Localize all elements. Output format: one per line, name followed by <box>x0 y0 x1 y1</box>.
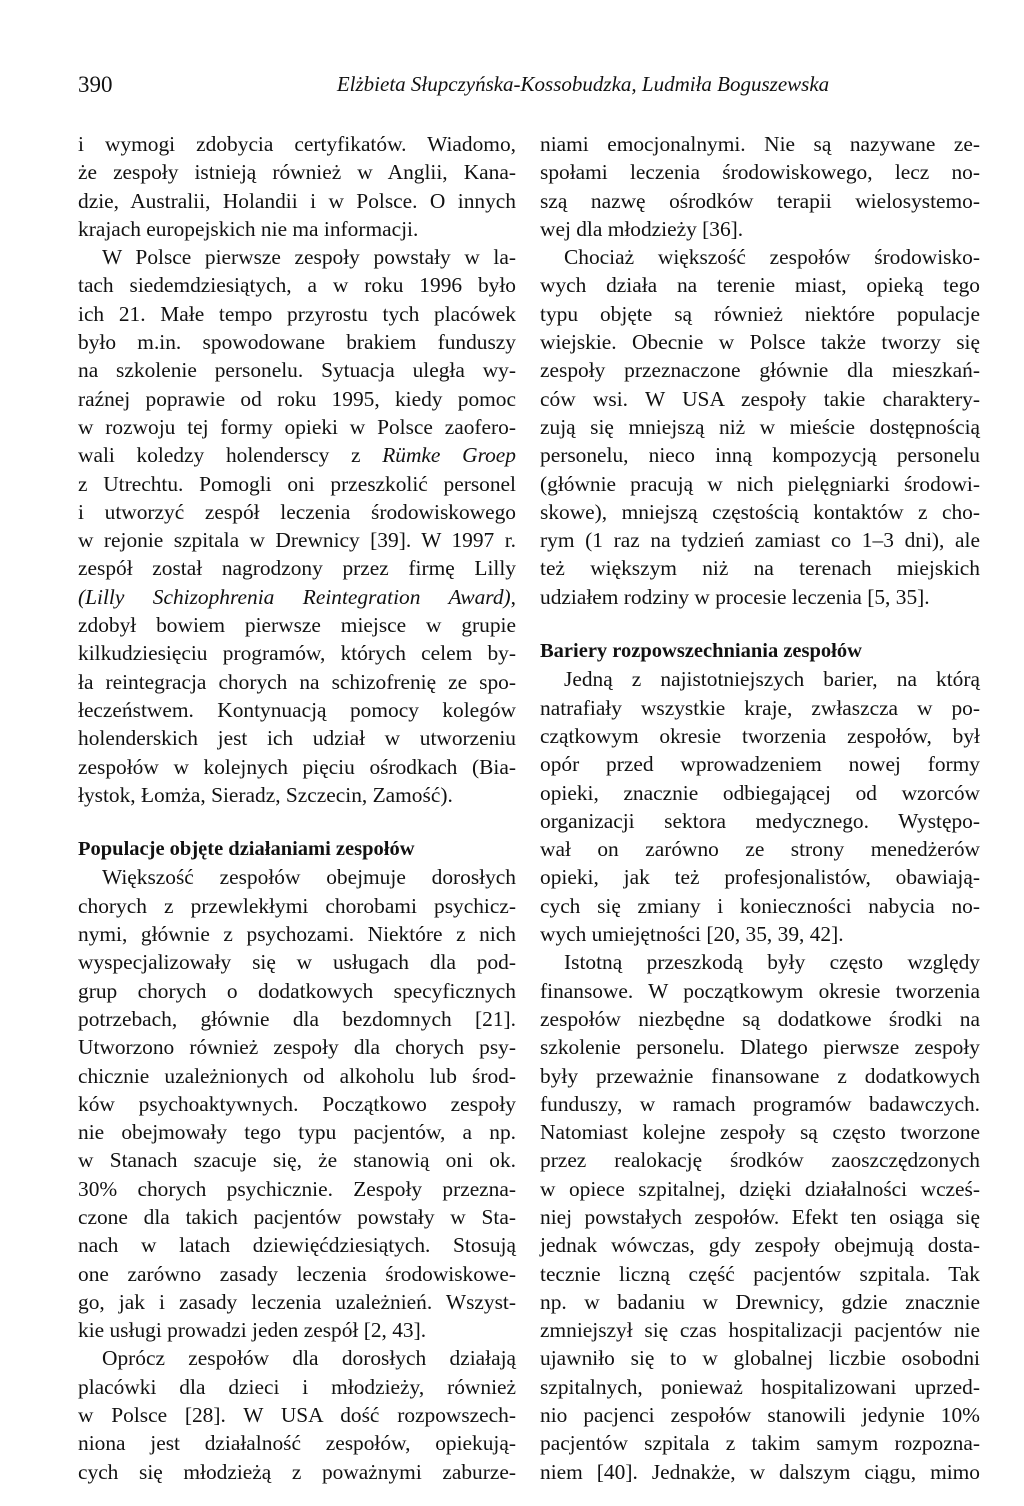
text-line: wali koledzy holenderscy z Rümke Groep <box>78 443 516 468</box>
text-line: w Stanach szacuje się, że stanowią oni ok. <box>78 1148 516 1173</box>
text-line: w rejonie szpitala w Drewnicy [39]. W 1997 r. <box>78 528 516 553</box>
paragraph <box>78 863 516 1344</box>
text-line: niem [40]. Jednakże, w dalszym ciągu, mimo <box>540 1459 980 1484</box>
text-line: szkolenie personelu. Dlatego pierwsze zespoły <box>540 1035 980 1060</box>
text-line: nie obejmowały tego typu pacjentów, a np. <box>78 1120 516 1145</box>
text-line: ich 21. Małe tempo przyrostu tych placówek <box>78 301 516 326</box>
paragraph <box>540 243 980 611</box>
text-line: Większość zespołów obejmuje dorosłych <box>102 865 516 890</box>
text-line: Istotną przeszkodą były często względy <box>564 950 980 975</box>
text-line: i wymogi zdobycia certyfikatów. Wiadomo, <box>78 132 516 156</box>
text-line: chorych z przewlekłymi chorobami psychicz- <box>78 893 516 918</box>
text-line: że zespoły istnieją również w Anglii, Kana- <box>78 160 516 185</box>
text-line: krajach europejskich nie ma informacji. <box>78 216 419 241</box>
text-line: zespołów niezbędne są dodatkowe środki na <box>540 1006 980 1031</box>
paragraph <box>78 1344 516 1485</box>
text-line: też większym niż na terenach miejskich <box>540 556 980 581</box>
text-line: rym (1 raz na tydzień zamiast co 1–3 dni), ale <box>540 528 980 553</box>
text-line: było m.in. spowodowane brakiem funduszy <box>78 330 516 355</box>
text-line: nach w latach dziewięćdziesiątych. Stosują <box>78 1233 516 1258</box>
text-line: szą nazwę ośrodków terapii wielosystemo- <box>540 188 980 213</box>
text-line: dzie, Australii, Holandii i w Polsce. O innych <box>78 188 516 213</box>
text-line: go, jak i zasady leczenia uzależnień. Wszyst- <box>78 1289 516 1314</box>
text-line: w opiece szpitalnej, dzięki działalności wcześ- <box>540 1176 980 1201</box>
text-line: placówki dla dzieci i młodzieży, również <box>78 1374 516 1399</box>
text-line: cych się młodzieżą z poważnymi zaburze- <box>78 1459 516 1484</box>
text-line: ła reintegracja chorych na schizofrenię ze spo- <box>78 669 516 694</box>
text-line: opieki, jak też profesjonalistów, obawiają- <box>540 865 980 890</box>
text-line: W Polsce pierwsze zespoły powstały w la- <box>102 245 516 270</box>
text-line: raźnej poprawie od roku 1995, kiedy pomoc <box>78 386 516 411</box>
text-line: potrzebach, głównie dla bezdomnych [21]. <box>78 1006 516 1031</box>
text-line: w Polsce [28]. W USA dość rozpowszech- <box>78 1403 516 1428</box>
text-line: opieki, znacznie odbiegającej od wzorców <box>540 780 980 805</box>
paragraph <box>540 665 980 948</box>
text-line: były przeważnie finansowane z dodatkowych <box>540 1063 980 1088</box>
text-line: ców wsi. W USA zespoły takie charaktery- <box>540 386 980 411</box>
text-line: Oprócz zespołów dla dorosłych działają <box>102 1346 516 1371</box>
text-line: tecznie liczną część pacjentów szpitala. Tak <box>540 1261 980 1286</box>
text-line: na szkolenie personelu. Sytuacja uległa wy- <box>78 358 516 383</box>
text-line: zespołów w kolejnych pięciu ośrodkach (Bia- <box>78 754 516 779</box>
text-line: przez realokację środków zaoszczędzonych <box>540 1148 980 1173</box>
text-line: wych umiejętności [20, 35, 39, 42]. <box>540 922 844 947</box>
text-line: skowe), mniejszą częstością kontaktów z cho- <box>540 499 980 524</box>
text-line: wych działa na terenie miast, opieką tego <box>540 273 980 298</box>
text-line: niona jest działalność zespołów, opiekują- <box>78 1431 516 1456</box>
text-line: zespoły przeznaczone głównie dla mieszkań- <box>540 358 980 383</box>
text-line: cych się zmiany i konieczności nabycia no- <box>540 893 980 918</box>
text-line: udziałem rodziny w procesie leczenia [5, 35]. <box>540 584 930 609</box>
paragraph <box>540 130 980 243</box>
text-line: np. w badaniu w Drewnicy, gdzie znacznie <box>540 1289 980 1314</box>
text-line: one zarówno zasady leczenia środowiskowe- <box>78 1261 516 1286</box>
text-line: zdobył bowiem pierwsze miejsce w grupie <box>78 613 516 638</box>
text-line: Jedną z najistotniejszych barier, na którą <box>564 667 980 692</box>
text-line: społami leczenia środowiskowego, lecz no- <box>540 160 980 185</box>
text-line: ujawniło się to w globalnej liczbie osobodni <box>540 1346 980 1371</box>
text-line: łystok, Łomża, Sieradz, Szczecin, Zamość). <box>78 782 453 807</box>
paragraph <box>78 611 516 809</box>
text-line: Chociaż większość zespołów środowisko- <box>564 245 980 270</box>
text-line: i utworzyć zespół leczenia środowiskowego <box>78 499 516 524</box>
text-line: nio pacjenci zespołów stanowili jedynie 10% <box>540 1403 980 1428</box>
text-line: w rozwoju tej formy opieki w Polsce zaofero- <box>78 414 516 439</box>
text-line: szpitalnych, ponieważ hospitalizowani uprzed- <box>540 1374 980 1399</box>
text-line: opór przed wprowadzeniem nowej formy <box>540 752 980 777</box>
page-header <box>78 72 978 112</box>
text-line: natrafiały wszystkie kraje, zwłaszcza w po- <box>540 695 980 720</box>
text-line: wej dla młodzieży [36]. <box>540 216 744 241</box>
text-line: czątkowym okresie tworzenia zespołów, był <box>540 723 980 748</box>
paragraph <box>78 470 516 583</box>
text-line: ków psychoaktywnych. Początkowo zespoły <box>78 1091 516 1116</box>
text-line: typu objęte są również niektóre populacje <box>540 301 980 326</box>
right-column <box>540 130 980 1486</box>
paragraph <box>540 948 980 1486</box>
section-heading-barriers: Bariery rozpowszechniania zespołów <box>540 640 862 663</box>
text-line: 30% chorych psychicznie. Zespoły przezna- <box>78 1176 516 1201</box>
text-line: niej powstałych zespołów. Efekt ten osiąga się <box>540 1204 980 1229</box>
text-line: (Lilly Schizophrenia Reintegration Award), <box>78 584 516 609</box>
text-line: niami emocjonalnymi. Nie są nazywane ze- <box>540 132 980 156</box>
text-line: (głównie pracują w nich pielęgniarki środowi- <box>540 471 980 496</box>
text-line: holenderskich jest ich udział w utworzeniu <box>78 726 516 751</box>
text-line: czone dla takich pacjentów powstały w Sta- <box>78 1204 516 1229</box>
text-line: nymi, głównie z psychozami. Niektóre z nich <box>78 922 516 947</box>
award-name: (Lilly Schizophrenia Reintegration Award) <box>78 584 511 609</box>
text-line: łeczeństwem. Kontynuacją pomocy kolegów <box>78 697 516 722</box>
section-heading-populations: Populacje objęte działaniami zespołów <box>78 838 415 861</box>
text-line: personelu, nieco inną kompozycją personelu <box>540 443 980 468</box>
text-line: wyspecjalizowały się w usługach dla pod- <box>78 950 516 975</box>
running-head-authors: Elżbieta Słupczyńska-Kossobudzka, Ludmiła Boguszewska <box>336 72 830 96</box>
text-line: tach siedemdziesiątych, a w roku 1996 było <box>78 273 516 298</box>
text-line: finansowe. W początkowym okresie tworzenia <box>540 978 980 1003</box>
rumke-groep-name: Rümke Groep <box>382 443 516 468</box>
text-line: z Utrechtu. Pomogli oni przeszkolić personel <box>78 471 516 496</box>
text-line: kie usługi prowadzi jeden zespół [2, 43]. <box>78 1318 427 1343</box>
page-number: 390 <box>78 72 113 97</box>
text-line: funduszy, w ramach programów badawczych. <box>540 1091 980 1116</box>
text-line: Natomiast kolejne zespoły są często tworzone <box>540 1120 980 1145</box>
text-line: jednak wówczas, gdy zespoły obejmują dosta- <box>540 1233 980 1258</box>
paragraph <box>78 130 516 243</box>
left-column <box>78 130 516 1486</box>
text-line: organizacji sektora medycznego. Występo- <box>540 808 980 833</box>
paragraph <box>78 243 516 441</box>
text-line: zespół został nagrodzony przez firmę Lilly <box>78 556 516 581</box>
text-line: pacjentów szpitala z takim samym rozpozna- <box>540 1431 980 1456</box>
text-line: zują się mniejszą niż w mieście dostępnością <box>540 414 980 439</box>
text-line: Utworzono również zespoły dla chorych psy- <box>78 1035 516 1060</box>
text-line: wiejskie. Obecnie w Polsce także tworzy się <box>540 330 980 355</box>
text-line: kilkudziesięciu programów, których celem by- <box>78 641 516 666</box>
text-line: grup chorych o dodatkowych specyficznych <box>78 978 516 1003</box>
text-line: chicznie uzależnionych od alkoholu lub środ- <box>78 1063 516 1088</box>
text-line: zmniejszył się czas hospitalizacji pacjentów nie <box>540 1318 980 1343</box>
text-line: wał on zarówno ze strony menedżerów <box>540 837 980 862</box>
